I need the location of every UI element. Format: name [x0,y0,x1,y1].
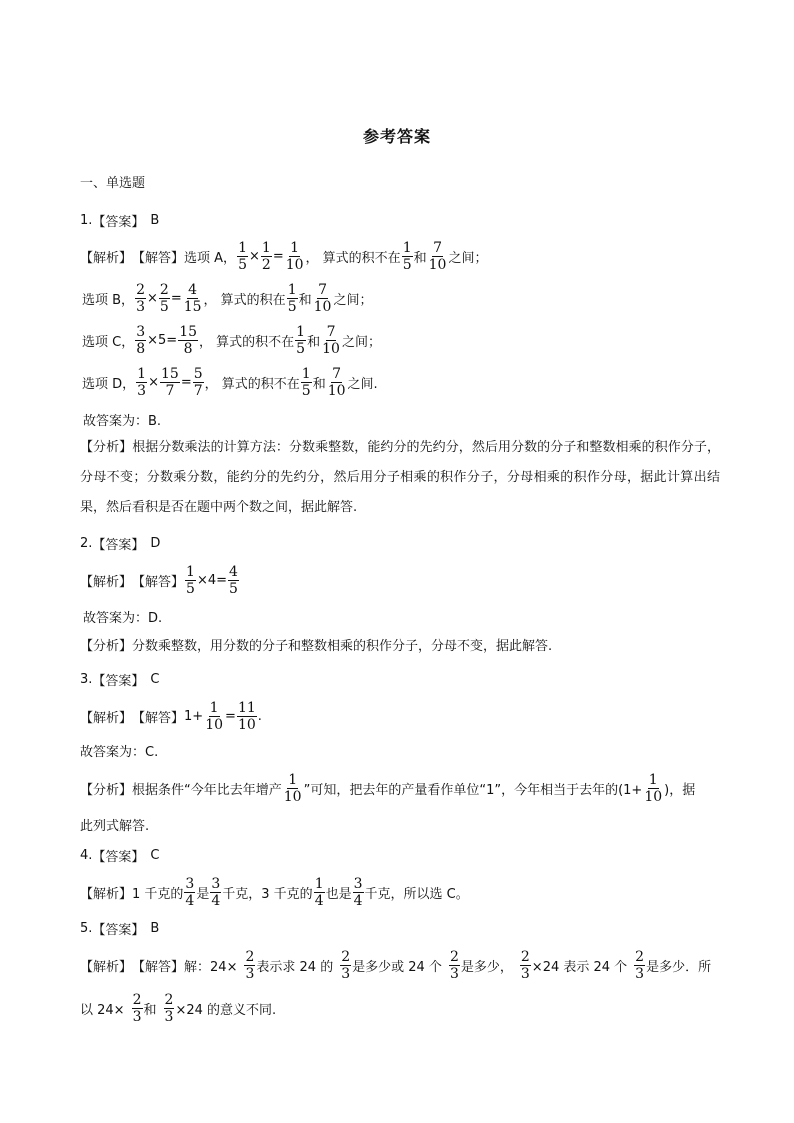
fraction-15-7: $\frac{15}{7}$ [160,366,179,399]
solve-tag: 【解答】 [132,251,185,266]
q1-analysis: 【分析】根据分数乘法的计算方法：分数乘整数，能约分的先约分，然后用分数的分子和整数相乘的积作分子，分母不变；分数乘分数，能约分的先约分，然后用分子相乘的积作分子，分母相乘的积作分母，据此计算出结果，然后看积是否在题中两个数之间，据此解答. [80,440,720,515]
q2-solution: 【解析】 【解答】 $\frac{1}{5}$ ×4= $\frac{4}{5}$ [80,564,238,597]
fraction-2-3: $\frac{2}{3}$ [635,949,645,982]
q1-option-d: 选项 D， $\frac{1}{3}$ × $\frac{15}{7}$ = $\frac{5}{7}$ ， 算式的积不在 $\frac{1}{5}$ 和 $\frac{7}{10}$ 之间. [82,366,378,399]
fraction-3-8: $\frac{3}{8}$ [136,324,146,357]
fraction-7-10: $\frac{7}{10}$ [322,324,340,357]
q3-number: 3. [80,672,93,687]
q1-answer-line [80,211,159,230]
q1-number: 1. [80,213,93,228]
fraction-4-5: $\frac{4}{5}$ [229,564,238,597]
q5-solution-line-1: 【解析】 【解答】 解：24× $\frac{2}{3}$ 表示求 24 的 $\frac{2}{3}$ 是多少或 24 个 $\frac{2}{3}$ 是多少， $\frac{2}{3}$ ×24 表示 24 个 $\frac{2}{3}$ 是多少．所 [80,949,712,982]
fraction-2-5: $\frac{2}{5}$ [159,282,169,315]
q5-number: 5. [80,921,93,936]
q2-answer: D [150,536,161,551]
fraction-1-5: $\frac{1}{5}$ [296,324,306,357]
fraction-1-3: $\frac{1}{3}$ [137,366,147,399]
q1-conclusion: 故答案为：B. [83,414,162,429]
q2-analysis: 【分析】分数乘整数，用分数的分子和整数相乘的积作分子，分母不变，据此解答. [80,639,553,654]
q5-answer: B [150,921,160,936]
q3-conclusion: 故答案为：C. [80,745,159,760]
q5-solution-line-2: 以 24× $\frac{2}{3}$ 和 $\frac{2}{3}$ ×24 的意义不同. [80,992,277,1025]
fraction-15-8: $\frac{15}{8}$ [179,324,198,357]
q1-option-a: 【解析】 【解答】 选项 A， $\frac{1}{5}$ × $\frac{1}{2}$ = $\frac{1}{10}$ ， 算式的积不在 $\frac{1}{5}$ 和 $\frac{7}{10}$ 之间； [80,240,488,273]
q3-answer-line: 3. 【答案】 C [80,672,160,689]
fraction-1-10: $\frac{1}{10}$ [205,700,224,733]
fraction-2-3: $\frac{2}{3}$ [245,949,255,982]
q3-answer: C [150,672,160,687]
q3-analysis-line-1: 【分析】 根据条件“今年比去年增产 $\frac{1}{10}$ ”可知，把去年的产量看作单位“1”，今年相当于去年的(1+ $\frac{1}{10}$ )，据 [80,772,696,805]
q4-solution: 【解析】 1 千克的 $\frac{3}{4}$ 是 $\frac{3}{4}$ 千克，3 千克的 $\frac{1}{4}$ 也是 $\frac{3}{4}$ 千克，所以选 C。 [80,876,469,909]
q2-number: 2. [80,536,93,551]
fraction-2-3: $\frac{2}{3}$ [136,282,145,315]
option-b-label: 选项 B， [82,293,135,308]
page-title: 参考答案 [362,127,431,146]
q1-option-b: 选项 B， $\frac{2}{3}$ × $\frac{2}{5}$ = $\frac{4}{15}$ ， 算式的积在 $\frac{1}{5}$ 和 $\frac{7}{10}$ 之间； [82,282,373,315]
fraction-2-3: $\frac{2}{3}$ [132,992,142,1025]
q4-answer-line: 4. 【答案】 C [80,848,160,865]
q1-option-c: 选项 C， $\frac{3}{8}$ ×5= $\frac{15}{8}$ ， 算式的积不在 $\frac{1}{5}$ 和 $\frac{7}{10}$ 之间； [82,324,381,357]
fraction-2-3: $\frac{2}{3}$ [341,949,351,982]
fraction-7-10: $\frac{7}{10}$ [327,366,346,399]
option-c-label: 选项 C， [82,335,135,350]
fraction-4-15: $\frac{4}{15}$ [183,282,202,315]
fraction-7-10: $\frac{7}{10}$ [313,282,332,315]
analysis-tag: 【解析】 [80,251,133,266]
q1-answer: B [150,213,160,228]
fraction-11-10: $\frac{11}{10}$ [237,700,256,733]
fraction-1-2: $\frac{1}{2}$ [261,240,271,273]
fraction-1-5: $\frac{1}{5}$ [301,366,311,399]
fraction-1-10: $\frac{1}{10}$ [283,772,302,805]
fraction-2-3: $\frac{2}{3}$ [164,992,174,1025]
fraction-1-4: $\frac{1}{4}$ [314,876,324,909]
fraction-1-5: $\frac{1}{5}$ [186,564,195,597]
answer-tag: 【答案】 [92,215,145,230]
section-label: 一、单选题 [80,176,146,191]
q2-answer-line: 2. 【答案】 D [80,536,161,553]
fraction-1-10: $\frac{1}{10}$ [285,240,304,273]
fraction-7-10: $\frac{7}{10}$ [428,240,447,273]
option-a-label: 选项 A， [184,251,237,266]
fraction-3-4: $\frac{3}{4}$ [211,876,221,909]
q4-answer: C [150,848,160,863]
q3-solution: 【解析】 【解答】 1+ $\frac{1}{10}$ = $\frac{11}{10}$ . [80,700,262,733]
fraction-5-7: $\frac{5}{7}$ [193,366,203,399]
section-heading [80,172,145,191]
fraction-3-4: $\frac{3}{4}$ [353,876,363,909]
option-d-label: 选项 D， [82,377,136,392]
fraction-2-3: $\frac{2}{3}$ [449,949,459,982]
q4-number: 4. [80,848,93,863]
q5-answer-line: 5. 【答案】 B [80,921,160,938]
fraction-1-5: $\frac{1}{5}$ [287,282,297,315]
fraction-1-5: $\frac{1}{5}$ [238,240,247,273]
fraction-3-4: $\frac{3}{4}$ [185,876,195,909]
fraction-1-5: $\frac{1}{5}$ [402,240,412,273]
q3-analysis-line-2: 此列式解答. [80,819,150,834]
fraction-1-10: $\frac{1}{10}$ [644,772,663,805]
analysis-label: 【分析】 [80,440,133,455]
fraction-2-3: $\frac{2}{3}$ [520,949,530,982]
q2-conclusion: 故答案为：D. [83,611,163,626]
